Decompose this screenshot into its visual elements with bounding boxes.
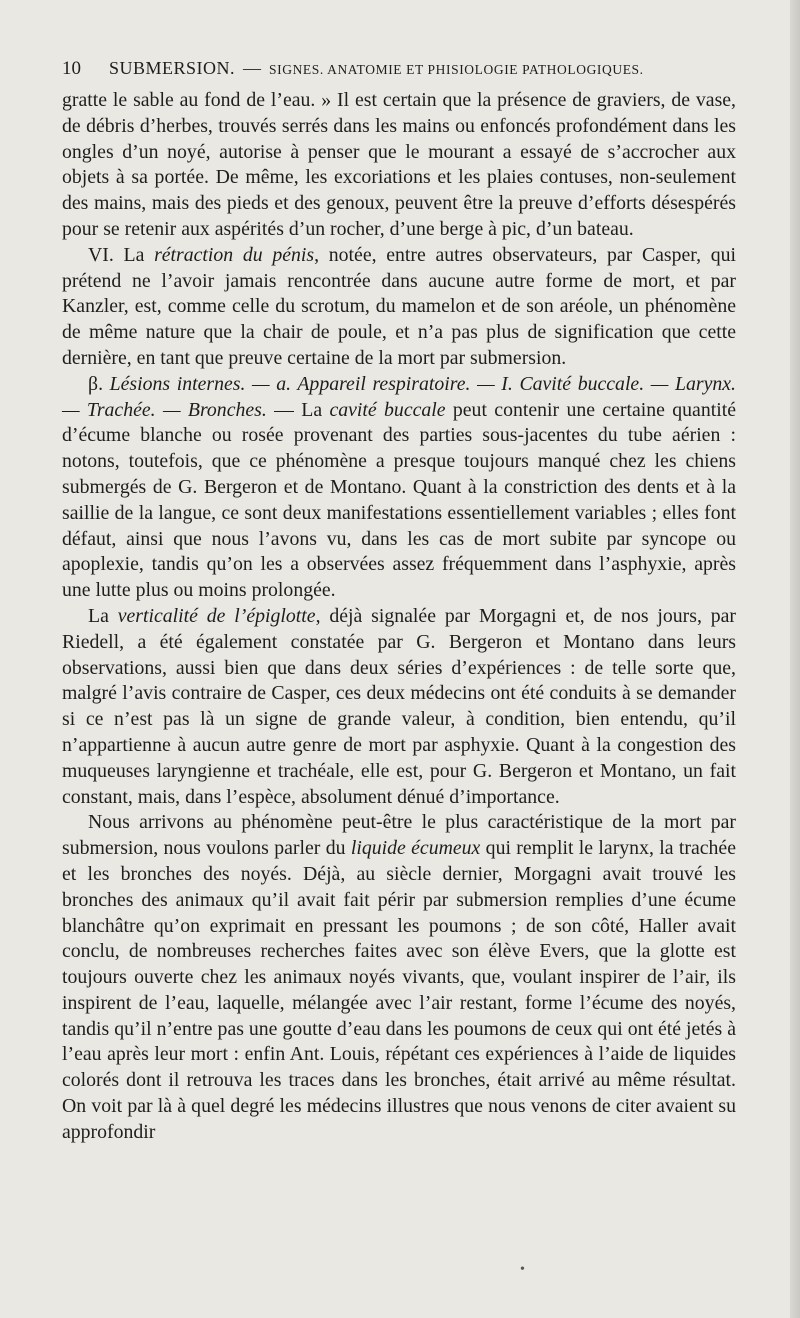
- p2-rest: , notée, entre autres observateurs, par Casper, qui prétend ne l’avoir jamais rencontrée dans aucune autre forme de mort, et par Kanzler, est, comme celle du scrotum, du mamelon et de son aréole, un phénomène de même nature que la chair de poule, et n’a pas plus de signification que cette dernière, en tant que preuve certaine de la mort par submersion.: [62, 243, 736, 369]
- p5-lead: Nous arrivons au phénomène peut-être le plus caractéristique de la mort par submersion, nous voulons parler du: [62, 811, 736, 860]
- header-separator: —: [243, 58, 262, 78]
- header-subtitle: SIGNES. ANATOMIE ET PHISIOLOGIE PATHOLOGIQUES.: [269, 62, 644, 77]
- p2-italic: rétraction du pénis: [154, 243, 315, 266]
- p3-rest: peut contenir une certaine quantité d’écume blanche ou rosée provenant des parties sous-jacentes du tube aérien : notons, toutefois, que ce phénomène a presque toujours manqué chez les chiens submergés de G. Bergeron et de Montano. Quant à la constriction des dents et à la saillie de la langue, ce sont deux manifestations essentiellement variables ; elles font défaut, ainsi que nous l’avons vu, dans les cas de mort subite par syncope ou apoplexie, tandis qu’on les a observées assez fréquemment dans l’asphyxie, après une lutte plus ou moins prolongée.: [62, 398, 736, 602]
- body-text: [62, 88, 736, 1146]
- p3-italic-term: cavité buccale: [329, 398, 446, 421]
- p5-rest: qui remplit le larynx, la trachée et les bronches des noyés. Déjà, au siècle dernier, Morgagni avait trouvé les bronches des animaux qu’il avait fait périr par submersion remplies d’une écume blanchâtre qu’on exprimait en pressant les poumons ; de son côté, Haller avait conclu, de nombreuses recherches faites avec son élève Evers, que la glotte est toujours ouverte chez les animaux noyés vivants, que, voulant inspirer de l’air, ils inspirent de l’eau, laquelle, mélangée avec l’air restant, forme l’écume des noyés, tandis qu’il n’entre pas une goutte d’eau dans les poumons de ceux qui ont été jetés à l’eau après leur mort : enfin Ant. Louis, répétant ces expériences à l’aide de liquides colorés dont il retrouva les traces dans les bronches, était arrivé au même résultat. On voit par là à quel degré les médecins illustres que nous venons de citer avaient su approfondir: [62, 837, 736, 1143]
- footer-mark: •: [520, 1262, 525, 1277]
- p3-italic-heading: Lésions internes. — a. Appareil respiratoire. — I. Cavité buccale. — Larynx. — Trachée. — Bronches.: [62, 372, 736, 421]
- p4-rest: , déjà signalée par Morgagni et, de nos jours, par Riedell, a été également constatée par G. Bergeron et Montano dans leurs observations, aussi bien que dans deux séries d’expériences : de telle sorte que, malgré l’avis contraire de Casper, ces deux médecins ont été conduits à se demander si ce n’est pas là un signe de grande valeur, à condition, bien entendu, qu’il n’appartienne à aucun autre genre de mort par asphyxie. Quant à la congestion des muqueuses laryngienne et trachéale, elle est, pour G. Bergeron et Montano, un fait constant, mais, dans l’espèce, absolument dénué d’importance.: [62, 604, 736, 808]
- page-number: 10: [62, 58, 81, 79]
- paragraph-4: [62, 604, 736, 810]
- paragraph-3: [62, 372, 736, 604]
- running-header: [62, 58, 738, 84]
- p2-lead: VI. La: [88, 243, 155, 266]
- paragraph-5: [62, 810, 736, 1145]
- p3-lead: β.: [88, 372, 110, 395]
- p5-italic: liquide écumeux: [350, 837, 481, 860]
- p3-mid: — La: [266, 398, 330, 421]
- paragraph-1: gratte le sable au fond de l’eau. » Il est certain que la présence de graviers, de vase, de débris d’herbes, trouvés serrés dans les mains ou enfoncés profondément dans les ongles d’un noyé, autorise à penser que le mourant a essayé de s’accrocher aux objets à sa portée. De même, les excoriations et les plaies contuses, non-seulement des mains, mais des pieds et des genoux, peuvent être la preuve d’efforts désespérés pour se retenir aux aspérités d’un rocher, d’une berge à pic, d’un bateau.: [62, 89, 736, 240]
- header-title: SUBMERSION.: [109, 58, 236, 78]
- p4-italic: verticalité de l’épiglotte: [117, 604, 316, 627]
- p4-lead: La: [88, 604, 118, 627]
- paragraph-2: [62, 243, 736, 372]
- page-edge: [790, 0, 800, 1318]
